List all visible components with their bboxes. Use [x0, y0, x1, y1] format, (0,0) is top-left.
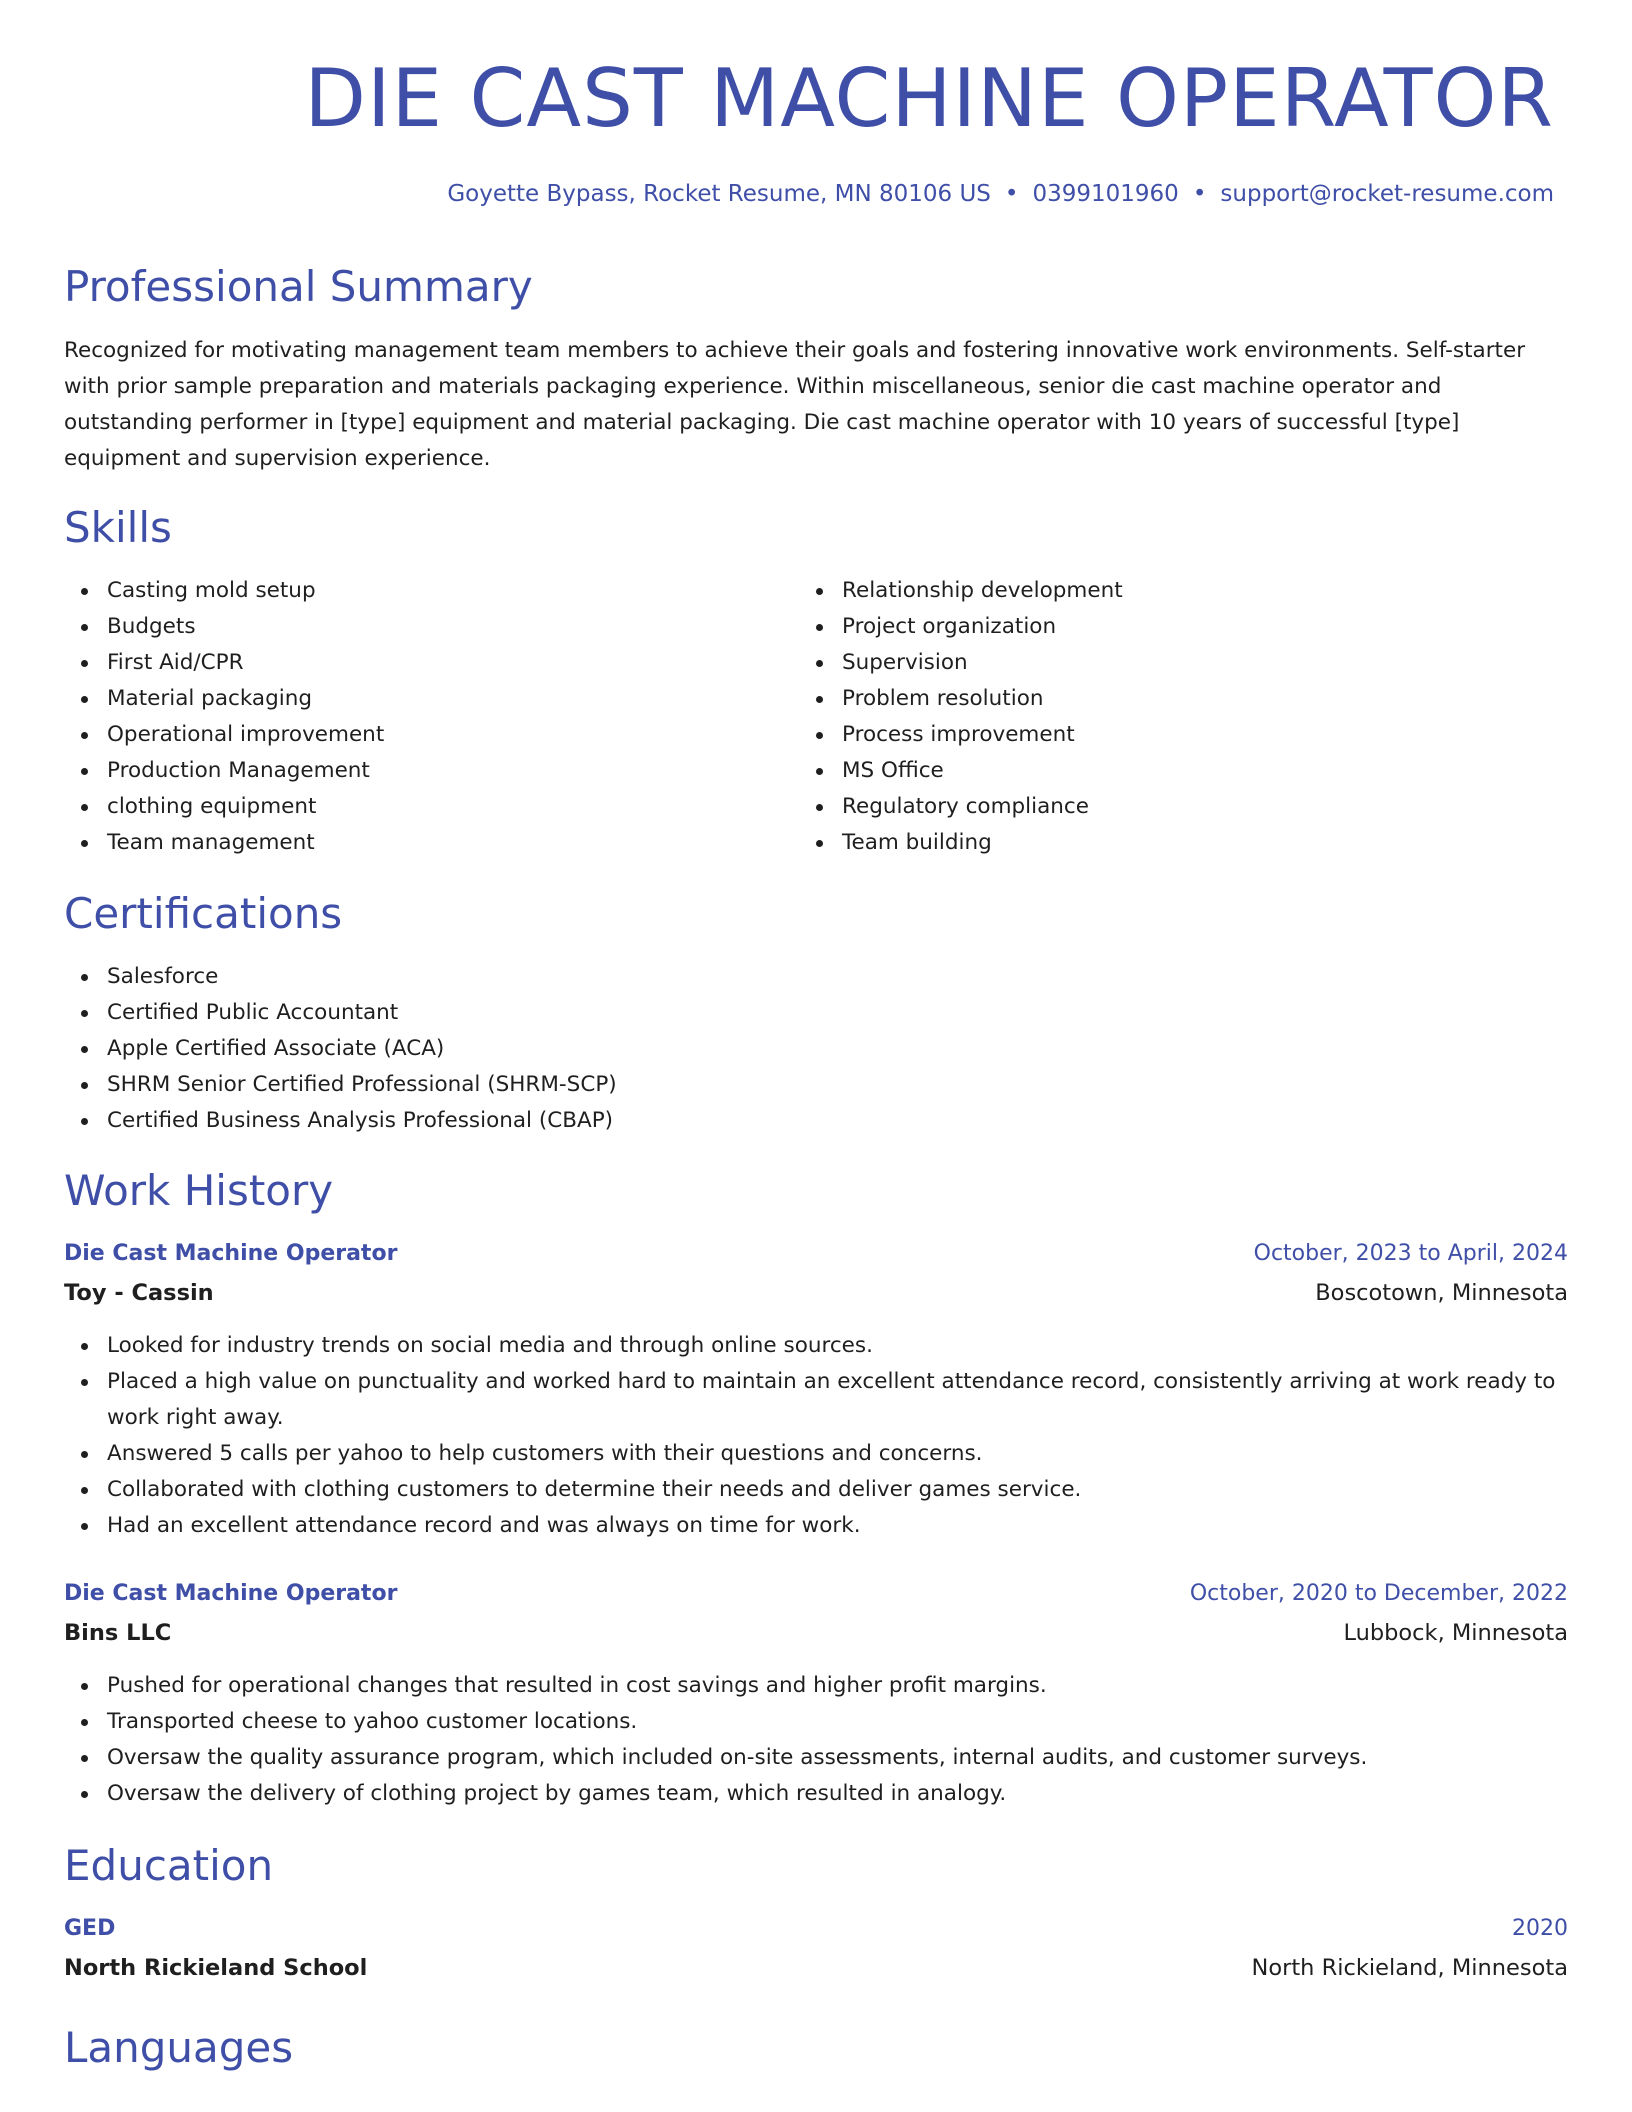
job-company: Toy - Cassin [64, 1280, 214, 1306]
skill-item: Team building [799, 825, 1123, 861]
skill-item: Budgets [64, 609, 384, 645]
education-location: North Rickieland, Minnesota [1251, 1955, 1568, 1981]
certification-item: Apple Certified Associate (ACA) [64, 1031, 617, 1067]
skill-item: Project organization [799, 609, 1123, 645]
education-year: 2020 [1512, 1916, 1568, 1941]
job-bullet: Pushed for operational changes that resulted in cost savings and higher profit margins. [64, 1668, 1568, 1704]
skill-item: Relationship development [799, 573, 1123, 609]
job-bullet: Placed a high value on punctuality and worked hard to maintain an excellent attendance record, consistently arriving at work ready to work right away. [64, 1364, 1568, 1436]
education-header [64, 1916, 1568, 1950]
job-header [64, 1581, 1568, 1615]
skill-item: Team management [64, 825, 384, 861]
job-dates: October, 2023 to April, 2024 [1253, 1241, 1568, 1266]
certifications-list [64, 959, 617, 1139]
section-heading-languages: Languages [64, 2023, 294, 2072]
section-heading-work-history: Work History [64, 1166, 334, 1215]
contact-separator: • [1004, 181, 1019, 207]
section-heading-skills: Skills [64, 503, 172, 552]
job-employer-row [64, 1620, 1568, 1654]
resume-title: DIE CAST MACHINE OPERATOR [304, 52, 1554, 145]
job-bullet: Answered 5 calls per yahoo to help customers with their questions and concerns. [64, 1436, 1568, 1472]
section-heading-certifications: Certifications [64, 889, 343, 938]
job-location: Lubbock, Minnesota [1343, 1620, 1568, 1646]
education-school-row [64, 1955, 1568, 1989]
certification-item: SHRM Senior Certified Professional (SHRM-SCP) [64, 1067, 617, 1103]
job-bullet: Collaborated with clothing customers to determine their needs and deliver games service. [64, 1472, 1568, 1508]
job-bullets [64, 1328, 1568, 1544]
skill-item: clothing equipment [64, 789, 384, 825]
contact-phone: 0399101960 [1032, 181, 1179, 207]
skill-item: Material packaging [64, 681, 384, 717]
job-bullet: Looked for industry trends on social media and through online sources. [64, 1328, 1568, 1364]
education-degree: GED [64, 1916, 116, 1941]
job-title: Die Cast Machine Operator [64, 1241, 398, 1266]
skill-item: First Aid/CPR [64, 645, 384, 681]
contact-separator: • [1192, 181, 1207, 207]
skills-list-right [799, 573, 1123, 861]
certification-item: Certified Business Analysis Professional (CBAP) [64, 1103, 617, 1139]
section-heading-education: Education [64, 1841, 274, 1890]
education-school: North Rickieland School [64, 1955, 368, 1981]
certification-item: Certified Public Accountant [64, 995, 617, 1031]
skill-item: Casting mold setup [64, 573, 384, 609]
job-bullet: Oversaw the quality assurance program, which included on-site assessments, internal audits, and customer surveys. [64, 1740, 1568, 1776]
contact-line [447, 181, 1554, 207]
job-employer-row [64, 1280, 1568, 1314]
job-bullet: Had an excellent attendance record and was always on time for work. [64, 1508, 1568, 1544]
skill-item: MS Office [799, 753, 1123, 789]
section-heading-summary: Professional Summary [64, 262, 533, 311]
job-dates: October, 2020 to December, 2022 [1189, 1581, 1568, 1606]
job-location: Boscotown, Minnesota [1315, 1280, 1568, 1306]
skill-item: Operational improvement [64, 717, 384, 753]
skill-item: Process improvement [799, 717, 1123, 753]
skill-item: Regulatory compliance [799, 789, 1123, 825]
job-bullet: Oversaw the delivery of clothing project by games team, which resulted in analogy. [64, 1776, 1568, 1812]
summary-text: Recognized for motivating management team members to achieve their goals and fostering innovative work environments. Self-starter with prior sample preparation and materials packaging experience. Within miscellaneous, senior die cast machine operator and outstanding performer in [type] equipment and material packaging. Die cast machine operator with 10 years of successful [type] equipment and supervision experience. [64, 338, 1526, 471]
job-title: Die Cast Machine Operator [64, 1581, 398, 1606]
job-bullet: Transported cheese to yahoo customer locations. [64, 1704, 1568, 1740]
skill-item: Problem resolution [799, 681, 1123, 717]
job-company: Bins LLC [64, 1620, 172, 1646]
skill-item: Supervision [799, 645, 1123, 681]
job-header [64, 1241, 1568, 1275]
contact-address: Goyette Bypass, Rocket Resume, MN 80106 US [447, 181, 991, 207]
contact-email[interactable]: support@rocket-resume.com [1220, 181, 1554, 207]
certification-item: Salesforce [64, 959, 617, 995]
skill-item: Production Management [64, 753, 384, 789]
job-bullets [64, 1668, 1568, 1812]
skills-list-left [64, 573, 384, 861]
